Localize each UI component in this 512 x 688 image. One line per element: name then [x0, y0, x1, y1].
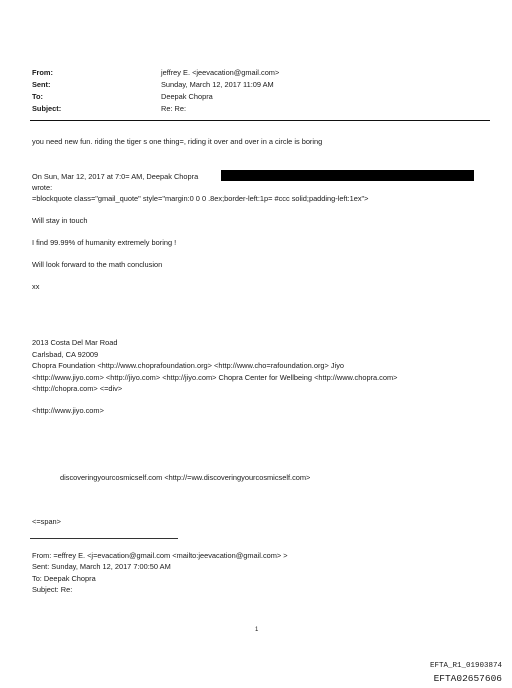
forwarded-sent: Sent: Sunday, March 12, 2017 7:00:50 AM — [32, 562, 171, 571]
reply-text: you need new fun. riding the tiger s one thing=, riding it over and over in a circle is boring — [32, 137, 323, 146]
subject-label: Subject: — [32, 104, 62, 113]
quote-intro: On Sun, Mar 12, 2017 at 7:0= AM, Deepak Chopra — [32, 172, 199, 181]
body-line-1: Will stay in touch — [32, 216, 88, 225]
redaction-bar — [221, 170, 474, 181]
address-line-1: 2013 Costa Del Mar Road — [32, 338, 118, 347]
from-label: From: — [32, 68, 53, 77]
forwarded-subject: Subject: Re: — [32, 585, 73, 594]
forwarded-from: From: =effrey E. <j=evacation@gmail.com <mailto:jeevacation@gmail.com> > — [32, 551, 288, 560]
sent-label: Sent: — [32, 80, 51, 89]
signoff-xx: xx — [32, 282, 40, 291]
from-value: jeffrey E. <jeevacation@gmail.com> — [161, 68, 280, 77]
header-divider — [30, 120, 490, 121]
address-line-3: Chopra Foundation <http://www.choprafoundation.org> <http://www.cho=rafoundation.org> Jiyo — [32, 361, 345, 370]
blockquote-markup: =blockquote class="gmail_quote" style="margin:0 0 0 .8ex;border-left:1p= #ccc solid;padding-left:1ex"> — [32, 194, 369, 203]
span-tag: <=span> — [32, 517, 61, 526]
to-label: To: — [32, 92, 43, 101]
address-line-2: Carlsbad, CA 92009 — [32, 350, 99, 359]
address-line-4: <http://www.jiyo.com> <http://jiyo.com> <http://jiyo.com> Chopra Center for Wellbeing <http://www.chopra.com> — [32, 373, 398, 382]
cosmic-self-link: discoveringyourcosmicself.com <http://=ww.discoveringyourcosmicself.com> — [60, 473, 311, 482]
subject-value: Re: Re: — [161, 104, 187, 113]
footer-id-1: EFTA_R1_01903874 — [429, 662, 502, 670]
jiyo-link: <http://www.jiyo.com> — [32, 406, 104, 415]
address-line-5: <http://chopra.com> <=div> — [32, 384, 123, 393]
to-value: Deepak Chopra — [161, 92, 213, 101]
forward-divider — [30, 538, 178, 539]
body-line-3: Will look forward to the math conclusion — [32, 260, 163, 269]
sent-value: Sunday, March 12, 2017 11:09 AM — [161, 80, 274, 89]
page-number: 1 — [255, 627, 259, 633]
body-line-2: I find 99.99% of humanity extremely boring ! — [32, 238, 177, 247]
forwarded-to: To: Deepak Chopra — [32, 574, 96, 583]
footer-id-2: EFTA02657606 — [433, 673, 502, 684]
quote-wrote: wrote: — [32, 183, 53, 192]
